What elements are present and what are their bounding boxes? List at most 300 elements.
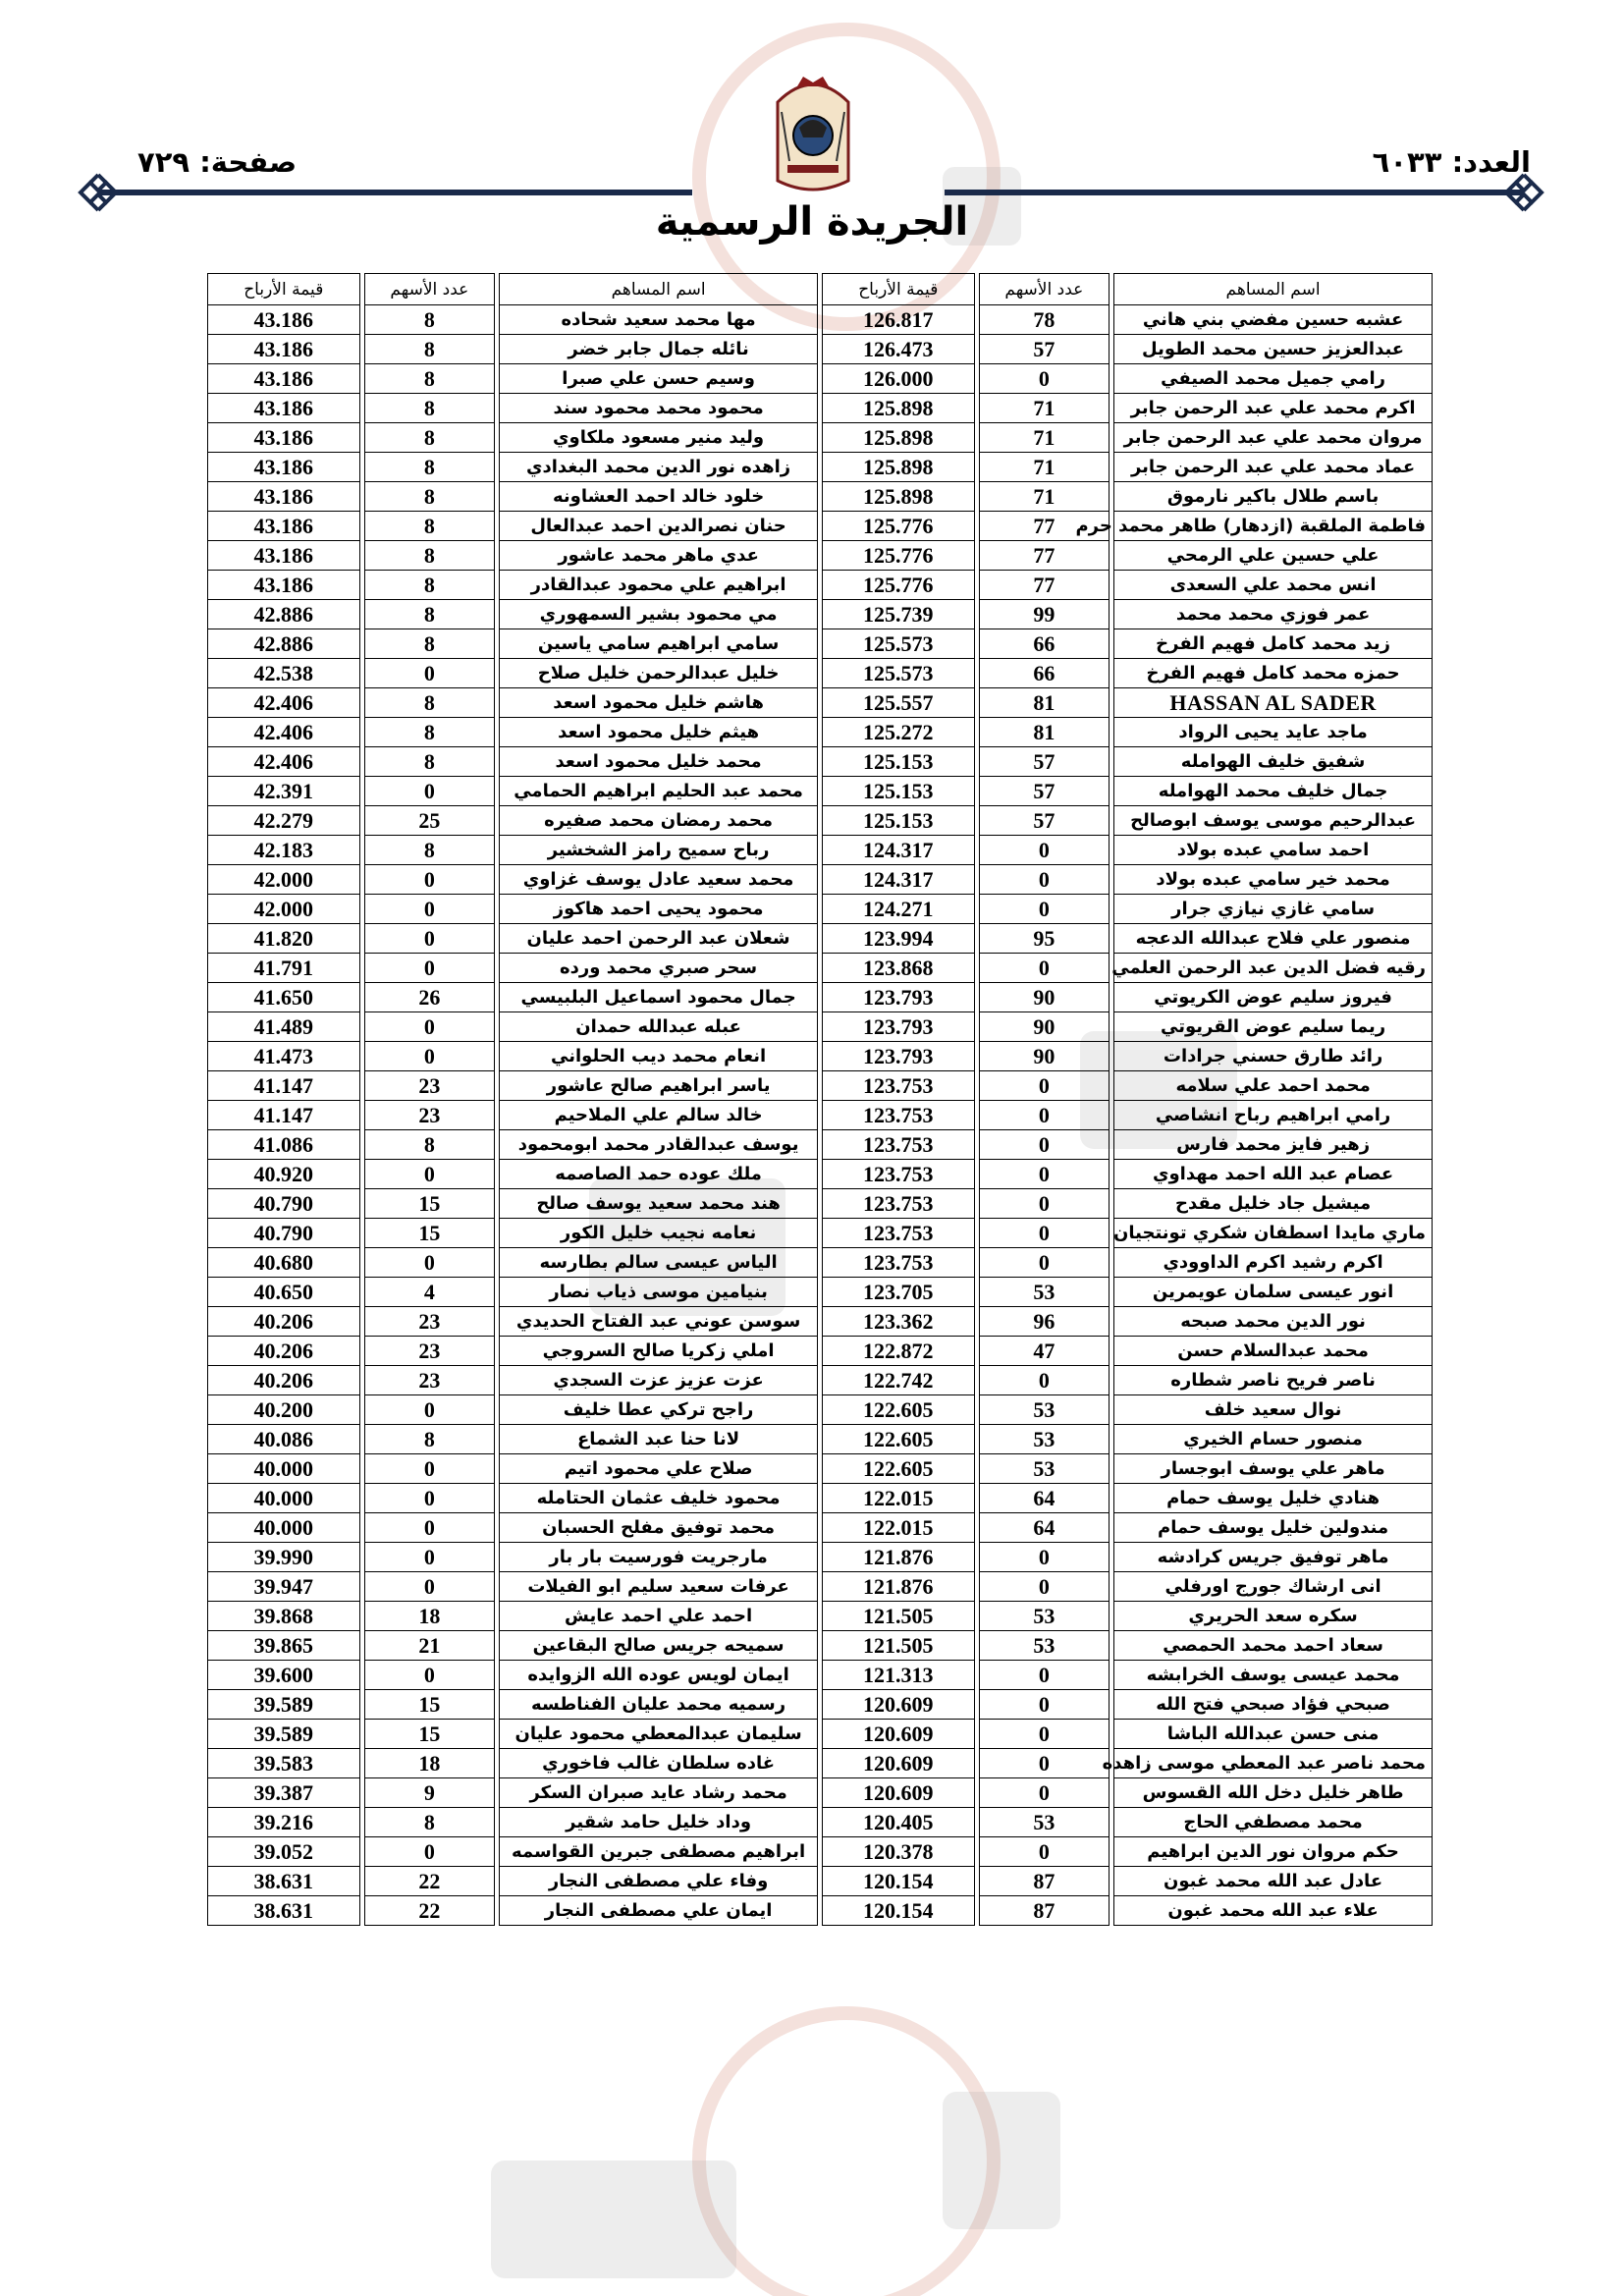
shares-count-cell: 0 xyxy=(364,924,496,954)
dividend-value-cell: 120.609 xyxy=(822,1690,975,1720)
shares-count-cell: 15 xyxy=(364,1189,496,1219)
column-header-shares: عدد الأسهم xyxy=(364,273,496,305)
table-row xyxy=(207,1366,1433,1395)
shareholder-name-cell: سكره سعد الحريري xyxy=(1113,1602,1433,1631)
shares-count-cell: 0 xyxy=(364,659,496,688)
shareholder-name-cell: انس محمد علي السعدى xyxy=(1113,571,1433,600)
table-row xyxy=(207,1631,1433,1661)
shareholder-name-cell: محمد خليل محمود اسعد xyxy=(499,747,818,777)
shareholder-name-cell: طاهر خليل دخل الله القسوس xyxy=(1113,1778,1433,1808)
dividend-value-cell: 123.753 xyxy=(822,1160,975,1189)
table-row xyxy=(207,1867,1433,1896)
dividend-value-cell: 39.947 xyxy=(207,1572,360,1602)
shares-count-cell: 0 xyxy=(979,865,1110,895)
table-header-row xyxy=(207,273,1433,305)
dividend-value-cell: 42.538 xyxy=(207,659,360,688)
shares-count-cell: 0 xyxy=(364,1837,496,1867)
shareholder-name-cell: رامي جميل محمد الصيفي xyxy=(1113,364,1433,394)
shares-count-cell: 78 xyxy=(979,305,1110,335)
shares-count-cell: 4 xyxy=(364,1278,496,1307)
shares-count-cell: 26 xyxy=(364,983,496,1012)
dividend-value-cell: 125.776 xyxy=(822,512,975,541)
table-row xyxy=(207,453,1433,482)
column-header-name: اسم المساهم xyxy=(499,273,818,305)
gazette-title: الجريدة الرسمية xyxy=(655,199,969,245)
dividend-value-cell: 42.000 xyxy=(207,895,360,924)
jordan-royal-crest-icon xyxy=(768,73,858,200)
dividend-value-cell: 42.183 xyxy=(207,836,360,865)
shares-count-cell: 8 xyxy=(364,512,496,541)
shares-count-cell: 87 xyxy=(979,1896,1110,1926)
shareholder-name-cell: هنادي خليل يوسف حمام xyxy=(1113,1484,1433,1513)
dividend-value-cell: 39.583 xyxy=(207,1749,360,1778)
dividend-value-cell: 125.898 xyxy=(822,453,975,482)
shareholder-name-cell: رباح سميح رامز الشخشير xyxy=(499,836,818,865)
shares-count-cell: 18 xyxy=(364,1602,496,1631)
shareholder-name-cell: نائله جمال جابر خضر xyxy=(499,335,818,364)
shares-count-cell: 0 xyxy=(979,1661,1110,1690)
shares-count-cell: 0 xyxy=(979,1543,1110,1572)
shares-count-cell: 23 xyxy=(364,1101,496,1130)
column-header-shares: عدد الأسهم xyxy=(979,273,1110,305)
shares-count-cell: 8 xyxy=(364,541,496,571)
dividend-value-cell: 40.000 xyxy=(207,1513,360,1543)
shares-count-cell: 0 xyxy=(979,364,1110,394)
shareholder-name-cell: HASSAN AL SADER xyxy=(1113,688,1433,718)
table-row xyxy=(207,1690,1433,1720)
shareholder-name-cell: ماجد عايد يحيى الرواد xyxy=(1113,718,1433,747)
shareholder-name-cell: جمال خليف محمد الهوامله xyxy=(1113,777,1433,806)
dividend-value-cell: 122.872 xyxy=(822,1337,975,1366)
shareholder-name-cell: هند محمد سعيد يوسف صالح xyxy=(499,1189,818,1219)
shareholder-name-cell: نور الدين محمد صبحه xyxy=(1113,1307,1433,1337)
shareholder-name-cell: فيروز سليم عوض الكريوتي xyxy=(1113,983,1433,1012)
table-row xyxy=(207,1454,1433,1484)
shareholder-name-cell: هاشم خليل محمود اسعد xyxy=(499,688,818,718)
table-row xyxy=(207,1720,1433,1749)
shareholder-name-cell: اكرم رشيد اكرم الداوودي xyxy=(1113,1248,1433,1278)
dividend-value-cell: 40.206 xyxy=(207,1366,360,1395)
shares-count-cell: 0 xyxy=(364,1395,496,1425)
shareholder-name-cell: ماهر علي يوسف ابوجسار xyxy=(1113,1454,1433,1484)
shares-count-cell: 0 xyxy=(364,1543,496,1572)
dividend-value-cell: 123.753 xyxy=(822,1071,975,1101)
shareholder-name-cell: احمد سامي عبده بولاد xyxy=(1113,836,1433,865)
dividend-value-cell: 42.406 xyxy=(207,718,360,747)
dividend-value-cell: 125.153 xyxy=(822,806,975,836)
dividend-value-cell: 38.631 xyxy=(207,1896,360,1926)
dividend-value-cell: 43.186 xyxy=(207,482,360,512)
dividend-value-cell: 39.387 xyxy=(207,1778,360,1808)
shareholder-name-cell: علاء عبد الله محمد غبون xyxy=(1113,1896,1433,1926)
shares-count-cell: 53 xyxy=(979,1808,1110,1837)
dividend-value-cell: 120.154 xyxy=(822,1896,975,1926)
dividend-value-cell: 43.186 xyxy=(207,512,360,541)
shareholder-name-cell: ريما سليم عوض القريوتي xyxy=(1113,1012,1433,1042)
dividend-value-cell: 120.609 xyxy=(822,1778,975,1808)
dividend-value-cell: 40.000 xyxy=(207,1454,360,1484)
dividend-value-cell: 40.650 xyxy=(207,1278,360,1307)
table-row xyxy=(207,1042,1433,1071)
table-row xyxy=(207,571,1433,600)
table-row xyxy=(207,836,1433,865)
shares-count-cell: 8 xyxy=(364,482,496,512)
shareholder-name-cell: وداد خليل حامد شقير xyxy=(499,1808,818,1837)
shares-count-cell: 0 xyxy=(364,865,496,895)
dividend-value-cell: 125.898 xyxy=(822,423,975,453)
table-row xyxy=(207,305,1433,335)
shares-count-cell: 0 xyxy=(979,1219,1110,1248)
shares-count-cell: 0 xyxy=(979,836,1110,865)
shareholder-name-cell: عبدالرحيم موسى يوسف ابوصالح xyxy=(1113,806,1433,836)
table-row xyxy=(207,1896,1433,1926)
shares-count-cell: 87 xyxy=(979,1867,1110,1896)
dividend-value-cell: 123.868 xyxy=(822,954,975,983)
dividend-value-cell: 40.200 xyxy=(207,1395,360,1425)
shares-count-cell: 22 xyxy=(364,1867,496,1896)
shares-count-cell: 8 xyxy=(364,364,496,394)
table-row xyxy=(207,335,1433,364)
dividend-value-cell: 43.186 xyxy=(207,305,360,335)
shares-count-cell: 0 xyxy=(364,1484,496,1513)
shareholder-name-cell: ميشيل جاد خليل مقدح xyxy=(1113,1189,1433,1219)
table-row xyxy=(207,1602,1433,1631)
shareholder-name-cell: عمر فوزي محمد محمد xyxy=(1113,600,1433,629)
table-row xyxy=(207,924,1433,954)
shares-count-cell: 15 xyxy=(364,1690,496,1720)
dividend-value-cell: 39.589 xyxy=(207,1690,360,1720)
shareholder-name-cell: عماد محمد علي عبد الرحمن جابر xyxy=(1113,453,1433,482)
shareholder-name-cell: خليل عبدالرحمن خليل صلاح xyxy=(499,659,818,688)
shares-count-cell: 0 xyxy=(979,1778,1110,1808)
shareholder-name-cell: عبدالعزيز حسين محمد الطويل xyxy=(1113,335,1433,364)
shareholder-name-cell: سامي ابراهيم سامي ياسين xyxy=(499,629,818,659)
dividend-value-cell: 125.573 xyxy=(822,659,975,688)
shares-count-cell: 57 xyxy=(979,777,1110,806)
shares-count-cell: 0 xyxy=(364,1454,496,1484)
shares-count-cell: 0 xyxy=(979,1071,1110,1101)
dividend-value-cell: 41.791 xyxy=(207,954,360,983)
shareholder-name-cell: مندولين خليل يوسف حمام xyxy=(1113,1513,1433,1543)
table-row xyxy=(207,423,1433,453)
shares-count-cell: 64 xyxy=(979,1513,1110,1543)
table-row xyxy=(207,482,1433,512)
shares-count-cell: 15 xyxy=(364,1720,496,1749)
dividend-value-cell: 126.000 xyxy=(822,364,975,394)
table-row xyxy=(207,1248,1433,1278)
shareholder-name-cell: بنيامين موسى ذياب نصار xyxy=(499,1278,818,1307)
shareholder-name-cell: صبحي فؤاد صبحي فتح الله xyxy=(1113,1690,1433,1720)
column-header-name: اسم المساهم xyxy=(1113,273,1433,305)
issue-number: العدد: ٦٠٣٣ xyxy=(1372,145,1531,179)
dividend-value-cell: 39.868 xyxy=(207,1602,360,1631)
shares-count-cell: 0 xyxy=(979,1101,1110,1130)
dividend-value-cell: 39.990 xyxy=(207,1543,360,1572)
shares-count-cell: 0 xyxy=(364,1572,496,1602)
dividend-value-cell: 120.609 xyxy=(822,1749,975,1778)
shareholder-name-cell: ماهر توفيق جريس كرادشه xyxy=(1113,1543,1433,1572)
dividend-value-cell: 125.898 xyxy=(822,482,975,512)
dividend-value-cell: 125.153 xyxy=(822,747,975,777)
shareholder-name-cell: عشبه حسين مفضي بني هاني xyxy=(1113,305,1433,335)
dividend-value-cell: 39.589 xyxy=(207,1720,360,1749)
dividend-value-cell: 42.000 xyxy=(207,865,360,895)
shares-count-cell: 71 xyxy=(979,453,1110,482)
shares-count-cell: 0 xyxy=(979,1690,1110,1720)
table-row xyxy=(207,1749,1433,1778)
dividend-value-cell: 125.573 xyxy=(822,629,975,659)
dividend-value-cell: 39.052 xyxy=(207,1837,360,1867)
shareholder-name-cell: فاطمة الملقبة (ازدهار) طاهر محمد حرم xyxy=(1113,512,1433,541)
table-row xyxy=(207,1130,1433,1160)
shareholder-name-cell: انعام محمد ديب الحلواني xyxy=(499,1042,818,1071)
table-row xyxy=(207,1661,1433,1690)
table-row xyxy=(207,512,1433,541)
shareholder-name-cell: سحر صبري محمد ورده xyxy=(499,954,818,983)
dividend-value-cell: 123.362 xyxy=(822,1307,975,1337)
shares-count-cell: 23 xyxy=(364,1337,496,1366)
shareholder-name-cell: ملك عوده حمد الصاصمه xyxy=(499,1160,818,1189)
shares-count-cell: 0 xyxy=(979,1130,1110,1160)
dividend-value-cell: 122.605 xyxy=(822,1395,975,1425)
shareholder-name-cell: الياس عيسى سالم بطارسه xyxy=(499,1248,818,1278)
shareholder-name-cell: محمد سعيد عادل يوسف غزاوي xyxy=(499,865,818,895)
shares-count-cell: 53 xyxy=(979,1602,1110,1631)
dividend-value-cell: 40.000 xyxy=(207,1484,360,1513)
shareholder-name-cell: محمود محمد محمود سند xyxy=(499,394,818,423)
shareholder-name-cell: محمد ناصر عبد المعطي موسى زاهده xyxy=(1113,1749,1433,1778)
shares-count-cell: 8 xyxy=(364,1808,496,1837)
shares-count-cell: 15 xyxy=(364,1219,496,1248)
dividend-value-cell: 120.609 xyxy=(822,1720,975,1749)
dividend-value-cell: 40.790 xyxy=(207,1219,360,1248)
shareholder-name-cell: باسم طلال باكير نارموق xyxy=(1113,482,1433,512)
shares-count-cell: 8 xyxy=(364,394,496,423)
dividend-value-cell: 39.600 xyxy=(207,1661,360,1690)
table-row xyxy=(207,541,1433,571)
dividend-value-cell: 40.086 xyxy=(207,1425,360,1454)
table-row xyxy=(207,1837,1433,1867)
shareholder-name-cell: مها محمد سعيد شحاده xyxy=(499,305,818,335)
shareholder-name-cell: وفاء علي مصطفى النجار xyxy=(499,1867,818,1896)
dividend-value-cell: 120.405 xyxy=(822,1808,975,1837)
shares-count-cell: 71 xyxy=(979,394,1110,423)
shares-count-cell: 53 xyxy=(979,1631,1110,1661)
dividend-value-cell: 41.147 xyxy=(207,1071,360,1101)
dividend-value-cell: 123.793 xyxy=(822,983,975,1012)
dividend-value-cell: 126.473 xyxy=(822,335,975,364)
dividend-value-cell: 121.313 xyxy=(822,1661,975,1690)
shareholder-name-cell: شفيق خليف الهوامله xyxy=(1113,747,1433,777)
dividend-value-cell: 121.505 xyxy=(822,1602,975,1631)
shares-count-cell: 0 xyxy=(364,1248,496,1278)
dividend-value-cell: 42.886 xyxy=(207,600,360,629)
dividend-value-cell: 42.406 xyxy=(207,747,360,777)
dividend-value-cell: 41.473 xyxy=(207,1042,360,1071)
shareholder-name-cell: عبله عبدالله حمدان xyxy=(499,1012,818,1042)
shareholder-name-cell: ماري مايدا اسطفان شكري تونتجيان xyxy=(1113,1219,1433,1248)
dividend-value-cell: 120.154 xyxy=(822,1867,975,1896)
shareholder-name-cell: عرفات سعيد سليم ابو الفيلات xyxy=(499,1572,818,1602)
shareholder-name-cell: ياسر ابراهيم صالح عاشور xyxy=(499,1071,818,1101)
shareholder-name-cell: نعامه نجيب خليل الكور xyxy=(499,1219,818,1248)
shares-count-cell: 18 xyxy=(364,1749,496,1778)
shareholder-name-cell: عدي ماهر محمد عاشور xyxy=(499,541,818,571)
shares-count-cell: 0 xyxy=(364,1160,496,1189)
shareholder-name-cell: سميحه جريس صالح البقاعين xyxy=(499,1631,818,1661)
shares-count-cell: 53 xyxy=(979,1278,1110,1307)
table-row xyxy=(207,777,1433,806)
shareholder-name-cell: محمد رشاد عايد صبران السكر xyxy=(499,1778,818,1808)
dividend-value-cell: 121.505 xyxy=(822,1631,975,1661)
shareholder-name-cell: انور عيسى سلمان عويمرين xyxy=(1113,1278,1433,1307)
dividend-value-cell: 125.153 xyxy=(822,777,975,806)
dividend-value-cell: 122.605 xyxy=(822,1425,975,1454)
shareholder-name-cell: رائد طارق حسني جرادات xyxy=(1113,1042,1433,1071)
dividend-value-cell: 123.994 xyxy=(822,924,975,954)
shares-count-cell: 8 xyxy=(364,629,496,659)
table-row xyxy=(207,394,1433,423)
shareholder-name-cell: وسيم حسن علي صبرا xyxy=(499,364,818,394)
table-row xyxy=(207,895,1433,924)
shareholder-name-cell: محمد عبد الحليم ابراهيم الحمامي xyxy=(499,777,818,806)
shareholder-name-cell: انى ارشاك جورج اورفلي xyxy=(1113,1572,1433,1602)
shares-count-cell: 0 xyxy=(364,1661,496,1690)
shares-count-cell: 81 xyxy=(979,718,1110,747)
dividend-value-cell: 123.753 xyxy=(822,1130,975,1160)
shareholder-name-cell: عزت عزيز عزت السجدي xyxy=(499,1366,818,1395)
shares-count-cell: 8 xyxy=(364,747,496,777)
shares-count-cell: 77 xyxy=(979,541,1110,571)
shares-count-cell: 8 xyxy=(364,836,496,865)
dividend-value-cell: 123.753 xyxy=(822,1219,975,1248)
table-row xyxy=(207,954,1433,983)
shareholder-name-cell: رامي ابراهيم رباح انشاصي xyxy=(1113,1101,1433,1130)
shares-count-cell: 53 xyxy=(979,1395,1110,1425)
shareholder-name-cell: ابراهيم علي محمود عبدالقادر xyxy=(499,571,818,600)
table-row xyxy=(207,1513,1433,1543)
shareholder-name-cell: ناصر فريح ناصر شطاره xyxy=(1113,1366,1433,1395)
table-row xyxy=(207,1778,1433,1808)
dividend-value-cell: 43.186 xyxy=(207,364,360,394)
dividend-value-cell: 40.790 xyxy=(207,1189,360,1219)
shareholder-name-cell: رقيه فضل الدين عبد الرحمن العلمي xyxy=(1113,954,1433,983)
dividend-value-cell: 126.817 xyxy=(822,305,975,335)
table-row xyxy=(207,1219,1433,1248)
table-row xyxy=(207,983,1433,1012)
shares-count-cell: 22 xyxy=(364,1896,496,1926)
shareholder-name-cell: زهير فايز محمد فارس xyxy=(1113,1130,1433,1160)
dividend-value-cell: 125.776 xyxy=(822,541,975,571)
shares-count-cell: 8 xyxy=(364,688,496,718)
shareholder-name-cell: سعاد احمد محمد الحمصي xyxy=(1113,1631,1433,1661)
shareholder-name-cell: رسميه محمد عليان الفناطسه xyxy=(499,1690,818,1720)
dividend-value-cell: 125.272 xyxy=(822,718,975,747)
shareholder-name-cell: محمد عبدالسلام حسن xyxy=(1113,1337,1433,1366)
header-rule-right xyxy=(945,190,1524,195)
shares-count-cell: 21 xyxy=(364,1631,496,1661)
shares-count-cell: 47 xyxy=(979,1337,1110,1366)
shares-count-cell: 8 xyxy=(364,1130,496,1160)
table-row xyxy=(207,865,1433,895)
shareholder-name-cell: نوال سعيد خلف xyxy=(1113,1395,1433,1425)
page-header xyxy=(0,0,1624,265)
shareholder-name-cell: محمد مصطفي الحاج xyxy=(1113,1808,1433,1837)
dividend-value-cell: 122.015 xyxy=(822,1513,975,1543)
dividend-value-cell: 41.147 xyxy=(207,1101,360,1130)
shares-count-cell: 0 xyxy=(979,954,1110,983)
header-rule-left xyxy=(98,190,692,195)
shares-count-cell: 8 xyxy=(364,335,496,364)
shareholder-name-cell: وليد منير مسعود ملكاوي xyxy=(499,423,818,453)
shareholder-name-cell: حكم مروان نور الدين ابراهيم xyxy=(1113,1837,1433,1867)
shares-count-cell: 23 xyxy=(364,1071,496,1101)
shareholder-name-cell: عادل عبد الله محمد غبون xyxy=(1113,1867,1433,1896)
shares-count-cell: 0 xyxy=(364,895,496,924)
shareholder-name-cell: محمد احمد علي سلامه xyxy=(1113,1071,1433,1101)
dividend-value-cell: 122.015 xyxy=(822,1484,975,1513)
shareholders-table xyxy=(203,273,1436,1926)
table-row xyxy=(207,1484,1433,1513)
shareholder-name-cell: املي زكريا صالح السروجي xyxy=(499,1337,818,1366)
shares-count-cell: 0 xyxy=(364,954,496,983)
shareholder-name-cell: محمود خليف عثمان الحتامله xyxy=(499,1484,818,1513)
table-row xyxy=(207,600,1433,629)
shares-count-cell: 0 xyxy=(364,1012,496,1042)
shareholder-name-cell: يوسف عبدالقادر محمد ابومحمود xyxy=(499,1130,818,1160)
shareholder-name-cell: محمد توفيق مفلح الحسبان xyxy=(499,1513,818,1543)
shares-count-cell: 90 xyxy=(979,983,1110,1012)
dividend-value-cell: 42.886 xyxy=(207,629,360,659)
dividend-value-cell: 40.206 xyxy=(207,1337,360,1366)
shares-count-cell: 23 xyxy=(364,1307,496,1337)
dividend-value-cell: 38.631 xyxy=(207,1867,360,1896)
dividend-value-cell: 40.920 xyxy=(207,1160,360,1189)
shares-count-cell: 71 xyxy=(979,482,1110,512)
table-row xyxy=(207,1012,1433,1042)
shareholder-name-cell: سليمان عبدالمعطي محمود عليان xyxy=(499,1720,818,1749)
dividend-value-cell: 122.742 xyxy=(822,1366,975,1395)
dividend-value-cell: 42.391 xyxy=(207,777,360,806)
dividend-value-cell: 43.186 xyxy=(207,394,360,423)
dividend-value-cell: 125.739 xyxy=(822,600,975,629)
shareholder-name-cell: زاهده نور الدين محمد البغدادي xyxy=(499,453,818,482)
shareholder-name-cell: محمد خير سامي عبده بولاد xyxy=(1113,865,1433,895)
dividend-value-cell: 39.865 xyxy=(207,1631,360,1661)
shareholder-name-cell: منى حسن عبدالله الباشا xyxy=(1113,1720,1433,1749)
shareholder-name-cell: محمد رمضان محمد صفيره xyxy=(499,806,818,836)
shares-count-cell: 0 xyxy=(979,1366,1110,1395)
dividend-value-cell: 41.650 xyxy=(207,983,360,1012)
shares-count-cell: 66 xyxy=(979,629,1110,659)
shareholder-name-cell: مارجريت فورسيت بار بار xyxy=(499,1543,818,1572)
dividend-value-cell: 124.317 xyxy=(822,865,975,895)
shareholder-name-cell: مروان محمد علي عبد الرحمن جابر xyxy=(1113,423,1433,453)
shareholder-name-cell: زيد محمد كامل فهيم الفرخ xyxy=(1113,629,1433,659)
dividend-value-cell: 123.753 xyxy=(822,1101,975,1130)
shares-count-cell: 8 xyxy=(364,453,496,482)
dividend-value-cell: 123.793 xyxy=(822,1042,975,1071)
dividend-value-cell: 125.776 xyxy=(822,571,975,600)
table-row xyxy=(207,1425,1433,1454)
page-number: صفحة: ٧٢٩ xyxy=(137,145,298,179)
shares-count-cell: 57 xyxy=(979,335,1110,364)
column-header-dividends: قيمة الأرباح xyxy=(822,273,975,305)
shareholder-name-cell: خلود خالد احمد العشاونه xyxy=(499,482,818,512)
shares-count-cell: 0 xyxy=(979,1160,1110,1189)
shares-count-cell: 90 xyxy=(979,1012,1110,1042)
shareholder-name-cell: ابراهيم مصطفى جبرين القواسمه xyxy=(499,1837,818,1867)
